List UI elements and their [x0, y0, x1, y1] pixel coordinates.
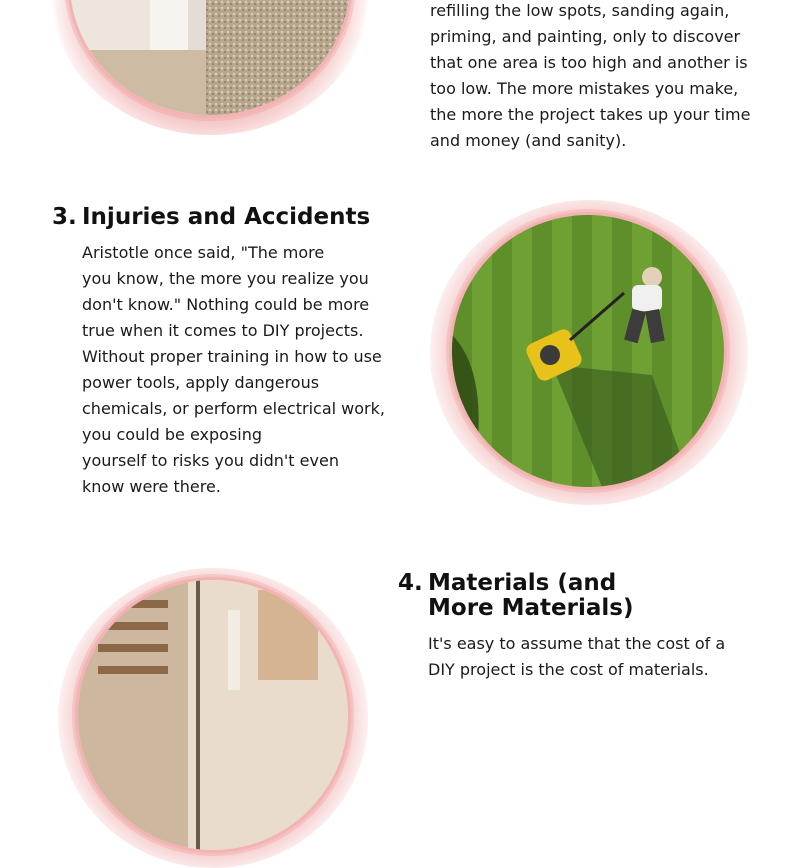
lawn-mower-illustration: [452, 215, 724, 487]
section4-heading: [398, 571, 633, 621]
section4-number: 4.: [398, 570, 423, 596]
section3-heading: [52, 205, 370, 230]
section2-paragraph: refilling the low spots, sanding again, priming, and painting, only to discover that one area is too high and another is too low. The more mistakes you make, the more the project takes up your time and money (and sanity).: [430, 1, 751, 150]
section4-title-line-1: Materials (and: [428, 570, 617, 596]
section3-paragraph: Aristotle once said, "The more you know, the more you realize you don't know." Nothing could be more true when it comes to DIY projects. Without proper training in how to use power tools, apply dangerous chemicals, or perform electrical work, you could be exposing yourself to risks you didn't even know were there.: [82, 243, 385, 496]
lawn-mower-photo: [452, 215, 724, 487]
section4-paragraph: It's easy to assume that the cost of a DIY project is the cost of materials.: [428, 634, 726, 679]
section3-title: Injuries and Accidents: [82, 204, 371, 230]
section4-title-line-2: More Materials): [428, 595, 634, 621]
staircase-illustration: [78, 580, 348, 850]
section3-number: 3.: [52, 204, 77, 230]
staircase-photo: [78, 580, 348, 850]
